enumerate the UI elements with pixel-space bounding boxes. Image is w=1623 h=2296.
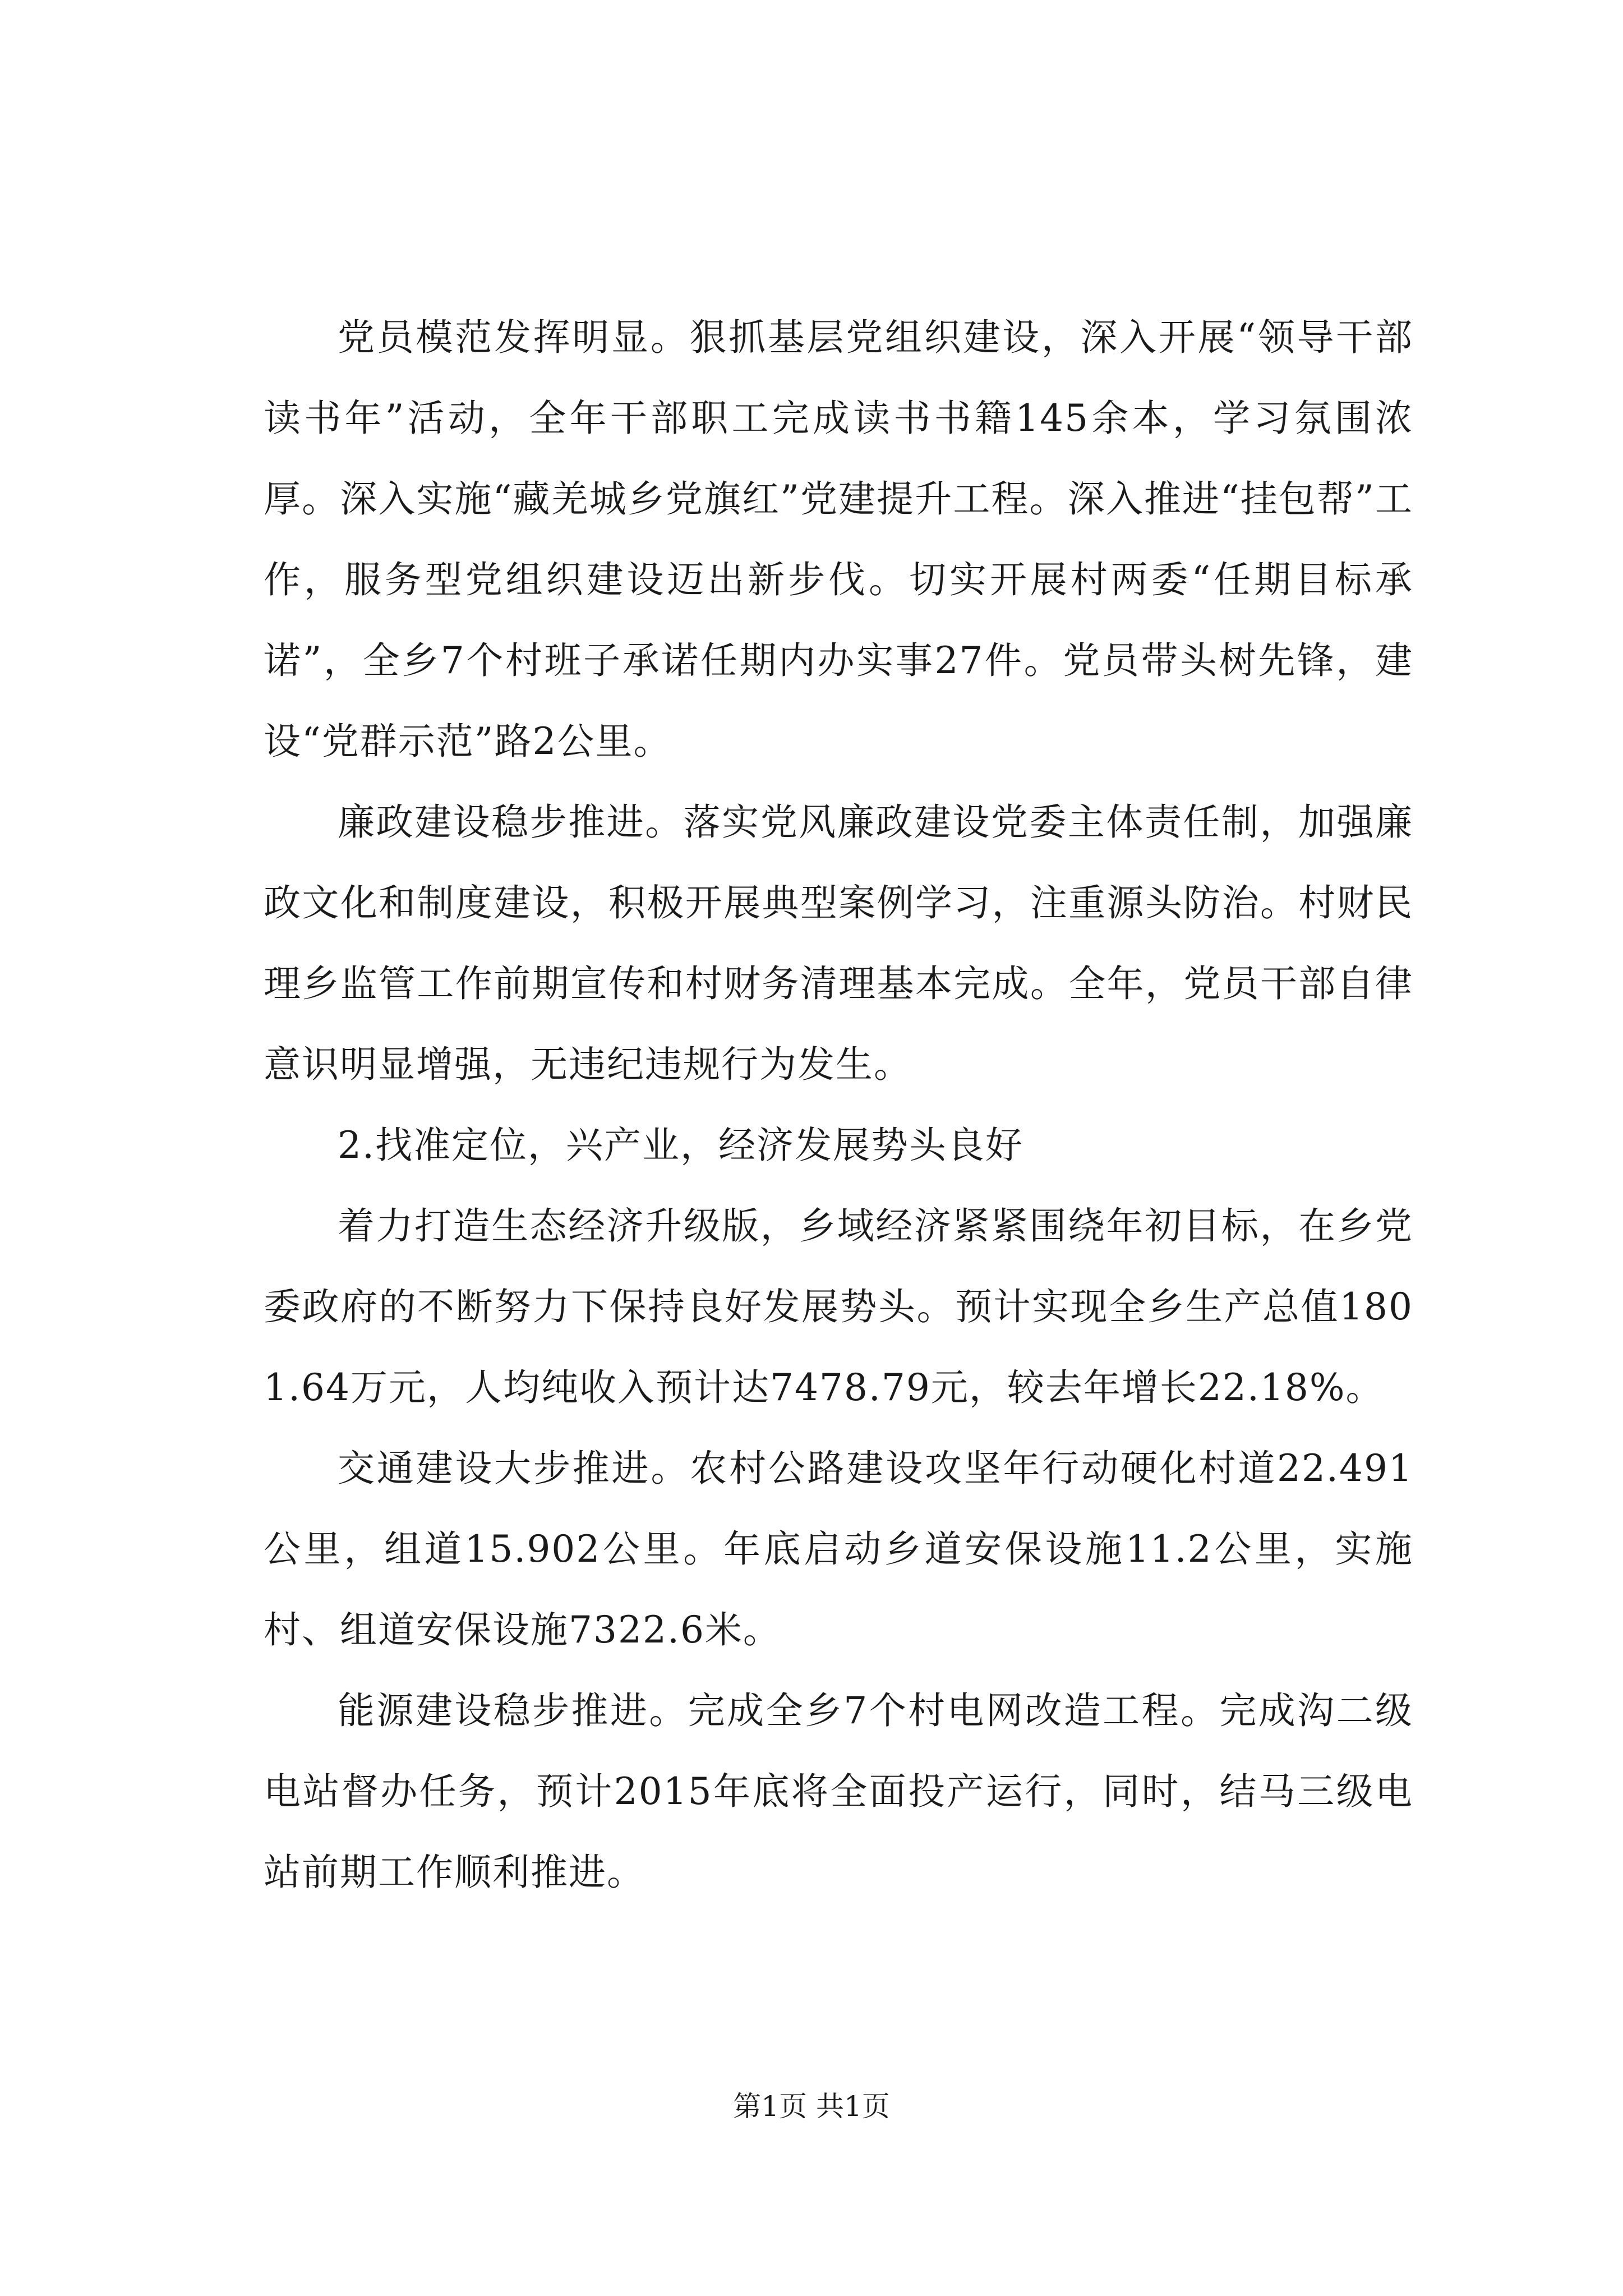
document-body <box>264 297 1413 1913</box>
paragraph-transport: 交通建设大步推进。农村公路建设攻坚年行动硬化村道22.491公里，组道15.902公里。年底启动乡道安保设施11.2公里，实施村、组道安保设施7322.6米。 <box>264 1447 1413 1651</box>
paragraph-clean-governance: 廉政建设稳步推进。落实党风廉政建设党委主体责任制，加强廉政文化和制度建设，积极开展典型案例学习，注重源头防治。村财民理乡监管工作前期宣传和村财务清理基本完成。全年，党员干部自律意识明显增强，无违纪违规行为发生。 <box>264 800 1413 1086</box>
paragraph-ecological-economy: 着力打造生态经济升级版，乡域经济紧紧围绕年初目标，在乡党委政府的不断努力下保持良好发展势头。预计实现全乡生产总值1801.64万元，人均纯收入预计达7478.79元，较去年增长22.18%。 <box>264 1204 1413 1409</box>
paragraph-energy: 能源建设稳步推进。完成全乡7个村电网改造工程。完成沟二级电站督办任务，预计2015年底将全面投产运行，同时，结马三级电站前期工作顺利推进。 <box>264 1689 1413 1894</box>
page-footer: 第1页 共1页 <box>733 2090 890 2123</box>
section-heading-economy: 2.找准定位，兴产业，经济发展势头良好 <box>338 1124 1023 1167</box>
paragraph-party-members: 党员模范发挥明显。狠抓基层党组织建设，深入开展“领导干部读书年”活动，全年干部职工完成读书书籍145余本，学习氛围浓厚。深入实施“藏羌城乡党旗红”党建提升工程。深入推进“挂包帮”工作，服务型党组织建设迈出新步伐。切实开展村两委“任期目标承诺”，全乡7个村班子承诺任期内办实事27件。党员带头树先锋，建设“党群示范”路2公里。 <box>264 316 1413 763</box>
